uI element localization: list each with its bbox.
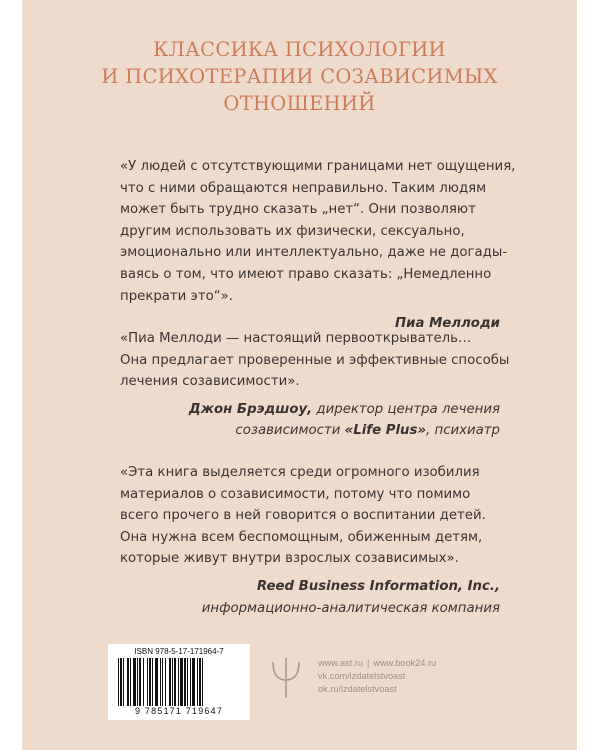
barcode-bar: [160, 658, 161, 706]
quote-line: что с ними обращаются неправильно. Таким людям: [120, 180, 487, 196]
barcode-bar: [169, 658, 171, 706]
barcode-bar: [202, 658, 203, 706]
barcode-bar: [197, 658, 198, 706]
barcode-bar: [133, 658, 136, 706]
barcode-bar: [187, 658, 188, 706]
quote-line: лечения созависимости».: [120, 374, 300, 390]
author-name: Джон Брэдшоу,: [188, 401, 313, 417]
quote-line: Она нужна всем беспомощным, обиженным детям,: [120, 529, 483, 545]
quote-line: прекрати это“».: [120, 288, 233, 304]
headline: [22, 36, 577, 117]
barcode-bar: [199, 658, 201, 706]
barcode-bar: [162, 658, 163, 706]
publisher-links: [318, 657, 538, 696]
barcode-bar: [190, 658, 191, 706]
psi-logo-icon: [269, 656, 303, 700]
quote-line: ваясь о том, что имеют право сказать: „Немедленно: [120, 266, 492, 282]
quote-mellody: [120, 156, 516, 335]
quote-author: [120, 399, 500, 442]
link-ast[interactable]: www.ast.ru: [318, 658, 363, 668]
headline-line: И ПСИХОТЕРАПИИ СОЗАВИСИМЫХ: [101, 65, 498, 88]
barcode-bar: [139, 658, 141, 706]
book-back-cover: [22, 0, 577, 750]
barcode-bar: [180, 658, 183, 706]
quote-bradshaw: [120, 328, 510, 442]
author-org: «Life Plus»: [344, 423, 427, 439]
quote-author: [120, 576, 500, 619]
link-vk[interactable]: vk.com/izdatelstvoast: [318, 671, 406, 681]
barcode-bar: [178, 658, 179, 706]
author-role: директор центра лечения: [312, 401, 500, 417]
author-role: информационно-аналитическая компания: [201, 600, 500, 616]
quote-reed: [120, 462, 500, 619]
quote-line: может быть трудно сказать „нет“. Они позволяют: [120, 202, 476, 218]
author-name: Reed Business Information, Inc.,: [256, 578, 500, 594]
link-book24[interactable]: www.book24.ru: [373, 658, 437, 668]
headline-line: ОТНОШЕНИЙ: [223, 92, 376, 115]
author-name: Пиа Меллоди: [395, 316, 500, 332]
quote-line: Она предлагает проверенные и эффективные способы: [120, 352, 510, 368]
barcode-bars: [116, 658, 242, 706]
barcode-bar: [172, 658, 173, 706]
quote-line: которые живут внутри взрослых созависимых».: [120, 551, 459, 567]
link-ok[interactable]: ok.ru/izdatelstvoast: [318, 684, 397, 694]
barcode: [108, 644, 250, 720]
barcode-bar: [184, 658, 186, 706]
barcode-bar: [127, 658, 129, 706]
barcode-bar: [155, 658, 158, 706]
barcode-bar: [165, 658, 166, 706]
quote-line: «Эта книга выделяется среди огромного изобилия: [120, 465, 480, 480]
author-role: созависимости: [235, 423, 345, 439]
quote-line: всего прочего в ней говорится о воспитании детей.: [120, 508, 486, 524]
barcode-bar: [174, 658, 176, 706]
barcode-bar: [130, 658, 131, 706]
barcode-bar: [152, 658, 153, 706]
quote-line: материалов о созависимости, потому что помимо: [120, 486, 471, 502]
author-role: , психиатр: [426, 423, 500, 439]
link-separator: |: [366, 658, 370, 668]
quote-line: «Пиа Меллоди — настоящий первооткрыватель…: [120, 331, 472, 346]
quote-line: «У людей с отсутствующими границами нет ощущения,: [120, 159, 516, 174]
barcode-bar: [123, 658, 124, 706]
quote-line: другим использовать их физически, сексуально,: [120, 223, 465, 239]
quote-line: эмоционально или интеллектуально, даже не догады-: [120, 245, 508, 261]
barcode-bar: [192, 658, 195, 706]
headline-line: КЛАССИКА ПСИХОЛОГИИ: [153, 38, 446, 61]
barcode-bar: [137, 658, 138, 706]
barcode-bar: [149, 658, 151, 706]
barcode-digits: 9 785171 719647: [134, 706, 224, 716]
barcode-bar: [147, 658, 148, 706]
barcode-bar: [143, 658, 144, 706]
barcode-bar: [118, 658, 119, 706]
isbn-number: ISBN 978-5-17-171964-7: [134, 647, 224, 656]
barcode-bar: [120, 658, 122, 706]
